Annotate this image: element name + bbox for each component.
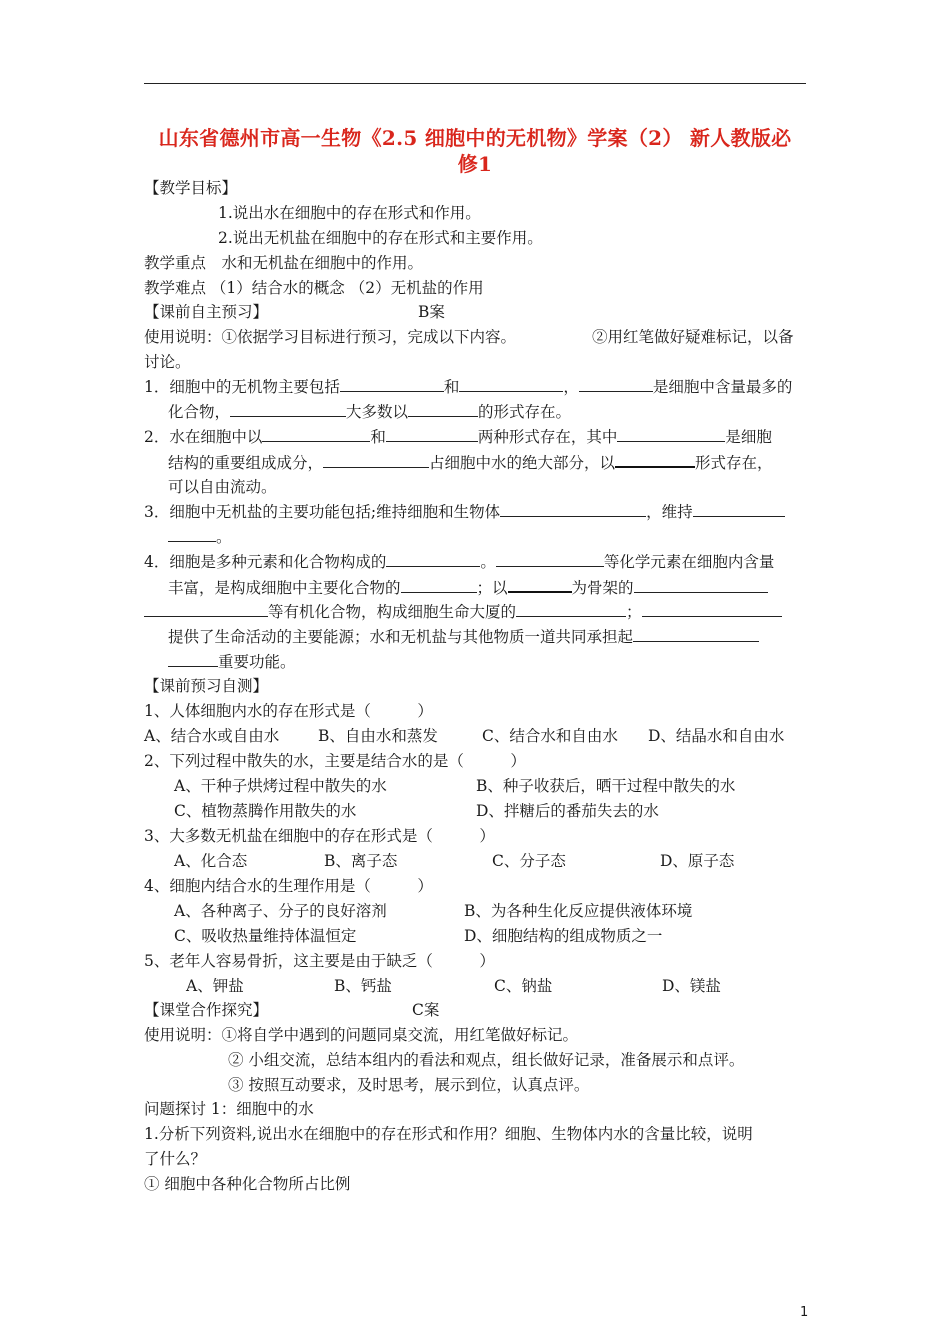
- exploration-item-1: ① 细胞中各种化合物所占比例: [144, 1175, 351, 1193]
- blank[interactable]: [615, 452, 695, 468]
- test-2-option-a[interactable]: A、干种子烘烤过程中散失的水: [174, 777, 387, 795]
- question-4-line-2: [168, 577, 768, 598]
- test-3-option-c[interactable]: C、分子态: [492, 852, 566, 870]
- q4-text-g: 等有机化合物，构成细胞生命大厦的: [268, 603, 517, 621]
- q2-text-e: 结构的重要组成成分，: [168, 454, 324, 472]
- q2-text-c: 两种形式存在，其中: [477, 428, 618, 446]
- test-2-option-c[interactable]: C、植物蒸腾作用散失的水: [174, 802, 357, 820]
- question-2-line-3: 可以自由流动。: [168, 478, 277, 496]
- q2-text-d: 是细胞: [725, 428, 772, 446]
- blank[interactable]: [693, 502, 785, 517]
- test-question-5: 5、老年人容易骨折，这主要是由于缺乏（ ）: [144, 952, 495, 970]
- question-1-line-1: [144, 377, 792, 397]
- blank[interactable]: [230, 402, 346, 417]
- blank[interactable]: [386, 427, 478, 442]
- test-5-option-d[interactable]: D、镁盐: [662, 977, 721, 995]
- q1-text-g: 的形式存在。: [478, 403, 572, 421]
- q4-text-j: 重要功能。: [218, 653, 296, 671]
- usage-1c: 讨论。: [144, 353, 191, 371]
- header-rule: [144, 83, 806, 84]
- blank[interactable]: [500, 502, 646, 517]
- q4-text-a: 4．细胞是多种元素和化合物构成的: [144, 553, 387, 571]
- blank[interactable]: [262, 427, 370, 442]
- blank[interactable]: [386, 552, 480, 567]
- q4-text-h: ；: [626, 603, 642, 621]
- test-5-option-b[interactable]: B、钙盐: [334, 977, 392, 995]
- test-4-option-a[interactable]: A、各种离子、分子的良好溶剂: [174, 902, 387, 920]
- exploration-question-line-1: 1.分析下列资料,说出水在细胞中的存在形式和作用？细胞、生物体内水的含量比较，说明: [144, 1125, 753, 1143]
- question-4-line-5: [168, 652, 296, 672]
- cooperation-header: 【课堂合作探究】: [144, 1001, 269, 1019]
- q4-text-i: 提供了生命活动的主要能源；水和无机盐与其他物质一道共同承担起: [168, 628, 634, 646]
- q3-text-b: ，维持: [646, 503, 693, 521]
- q1-text-e: 化合物，: [168, 403, 231, 421]
- blank[interactable]: [401, 578, 477, 593]
- q3-text-a: 3．细胞中无机盐的主要功能包括;维持细胞和生物体: [144, 503, 501, 521]
- exploration-1-heading: 问题探讨 1：细胞中的水: [144, 1100, 314, 1118]
- goals-header: 【教学目标】: [144, 179, 238, 197]
- test-1-option-d[interactable]: D、结晶水和自由水: [648, 727, 785, 745]
- test-4-option-b[interactable]: B、为各种生化反应提供液体环境: [464, 902, 693, 920]
- goal-2: 2.说出无机盐在细胞中的存在形式和主要作用。: [218, 229, 543, 247]
- q4-text-f: 为骨架的: [571, 579, 634, 597]
- test-5-option-a[interactable]: A、钾盐: [186, 977, 244, 995]
- blank[interactable]: [144, 602, 268, 617]
- question-2-line-2: [168, 452, 773, 473]
- test-1-option-b[interactable]: B、自由水和蒸发: [318, 727, 438, 745]
- question-4-line-3: [144, 602, 782, 622]
- preview-header: 【课前自主预习】: [144, 303, 269, 321]
- q4-text-b: 。: [480, 553, 496, 571]
- question-1-line-2: [168, 402, 571, 422]
- blank[interactable]: [508, 577, 572, 593]
- test-question-2: 2、下列过程中散失的水，主要是结合水的是（ ）: [144, 752, 526, 770]
- q1-text-a: 1．细胞中的无机物主要包括: [144, 378, 340, 396]
- blank[interactable]: [579, 377, 653, 392]
- usage-2-line-3: ③ 按照互动要求，及时思考，展示到位，认真点评。: [228, 1076, 590, 1094]
- goal-1: 1.说出水在细胞中的存在形式和作用。: [218, 204, 481, 222]
- q2-text-f: 占细胞中水的绝大部分，以: [429, 454, 616, 472]
- usage-2-line-2: ② 小组交流，总结本组内的看法和观点，组长做好记录，准备展示和点评。: [228, 1051, 745, 1069]
- q1-text-c: ，: [563, 378, 579, 396]
- preview-tag: B案: [418, 303, 445, 321]
- q4-text-e: ；以: [476, 579, 508, 597]
- blank[interactable]: [168, 652, 218, 667]
- blank[interactable]: [496, 552, 604, 567]
- usage-1a: 使用说明：①依据学习目标进行预习，完成以下内容。: [144, 328, 517, 346]
- q1-text-d: 是细胞中含量最多的: [652, 378, 793, 396]
- document-title: [144, 125, 806, 177]
- blank[interactable]: [323, 453, 429, 468]
- page-number: 1: [800, 1305, 809, 1320]
- test-3-option-b[interactable]: B、离子态: [324, 852, 398, 870]
- blank[interactable]: [634, 578, 768, 593]
- usage-1b: ②用红笔做好疑难标记，以备: [592, 328, 794, 346]
- q2-text-g: 形式存在，: [695, 454, 773, 472]
- test-3-option-d[interactable]: D、原子态: [660, 852, 735, 870]
- test-1-option-a[interactable]: A、结合水或自由水: [144, 727, 280, 745]
- question-4-line-1: [144, 552, 774, 572]
- blank[interactable]: [516, 602, 626, 617]
- test-2-option-b[interactable]: B、种子收获后，晒干过程中散失的水: [476, 777, 736, 795]
- q2-text-b: 和: [370, 428, 386, 446]
- blank[interactable]: [408, 402, 478, 417]
- blank[interactable]: [642, 602, 782, 617]
- q4-text-c: 等化学元素在细胞内含量: [603, 553, 775, 571]
- key-point: 教学重点 水和无机盐在细胞中的作用。: [144, 254, 424, 272]
- usage-2-line-1: 使用说明：①将自学中遇到的问题同桌交流，用红笔做好标记。: [144, 1026, 579, 1044]
- q2-text-a: 2．水在细胞中以: [144, 428, 263, 446]
- question-3-line-2: [168, 527, 232, 547]
- q1-text-b: 和: [443, 378, 460, 396]
- test-3-option-a[interactable]: A、化合态: [174, 852, 248, 870]
- difficulty: 教学难点 （1）结合水的概念 （2）无机盐的作用: [144, 279, 484, 297]
- test-4-option-c[interactable]: C、吸收热量维持体温恒定: [174, 927, 357, 945]
- q1-text-f: 大多数以: [346, 403, 409, 421]
- title-line-2: 修1: [457, 152, 493, 176]
- title-line-1: 山东省德州市高一生物《2.5 细胞中的无机物》学案（2） 新人教版必: [158, 126, 792, 150]
- blank[interactable]: [617, 427, 725, 442]
- question-4-line-4: [168, 627, 759, 647]
- blank[interactable]: [459, 377, 563, 392]
- blank[interactable]: [633, 627, 759, 642]
- test-question-3: 3、大多数无机盐在细胞中的存在形式是（ ）: [144, 827, 495, 845]
- q4-text-d: 丰富，是构成细胞中主要化合物的: [168, 579, 401, 597]
- question-3-line-1: [144, 502, 785, 522]
- cooperation-tag: C案: [412, 1001, 440, 1019]
- blank[interactable]: [168, 527, 216, 542]
- exploration-question-line-2: 了什么？: [144, 1150, 207, 1168]
- test-5-option-c[interactable]: C、钠盐: [494, 977, 553, 995]
- question-2-line-1: [144, 427, 772, 447]
- test-4-option-d[interactable]: D、细胞结构的组成物质之一: [464, 927, 663, 945]
- test-2-option-d[interactable]: D、拌糖后的番茄失去的水: [476, 802, 659, 820]
- test-header: 【课前预习自测】: [144, 677, 269, 695]
- test-question-4: 4、细胞内结合水的生理作用是（ ）: [144, 877, 433, 895]
- test-question-1: 1、人体细胞内水的存在形式是（ ）: [144, 702, 433, 720]
- q3-text-c: 。: [216, 528, 232, 546]
- blank[interactable]: [340, 377, 444, 392]
- test-1-option-c[interactable]: C、结合水和自由水: [482, 727, 618, 745]
